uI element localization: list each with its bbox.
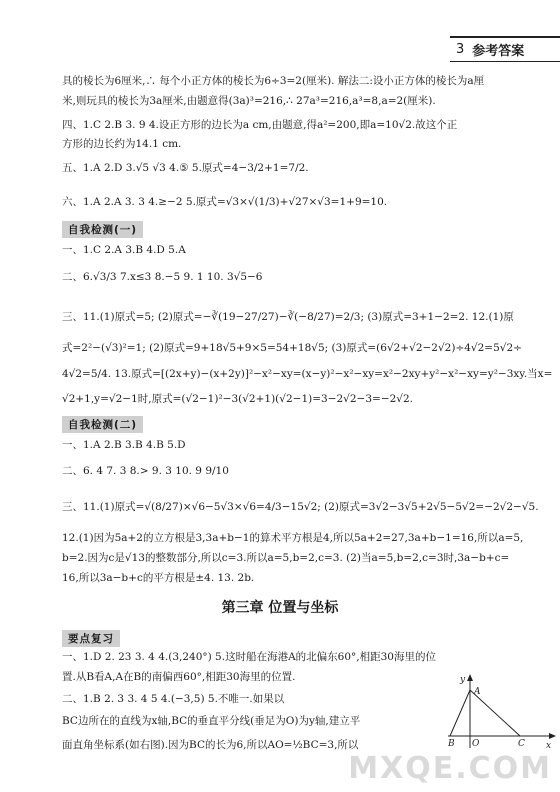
text-line: 六、1.A 2.A 3. 3 4.≥−2 5.原式=√3×√(1/3)+√27×√3=1+9=10. [62,196,388,208]
text-line: 二、6. 4 7. 3 8.> 9. 3 10. 9 9/10 [62,465,229,477]
header-title: 参考答案 [472,44,525,59]
point-o-label: O [472,739,480,749]
text-line: 置.从B看A,A在B的南偏西60°,相距30海里的位置. [62,671,296,683]
text-line: 面直角坐标系(如右图).因为BC的长为6,所以AO=½BC=3,所以 [62,739,359,751]
y-axis-arrow [467,674,473,681]
text-line: 二、1.B 2. 3 3. 4 5 4.(−3,5) 5.不唯一.如果以 [62,693,285,705]
coordinate-figure [448,672,556,752]
x-label: x [546,741,552,751]
text-line: 四、1.C 2.B 3. 9 4.设正方形的边长为a cm,由题意,得a²=200,即a=10√2.故这个正 [62,119,458,131]
text-line: 方形的边长约为14.1 cm. [62,138,182,150]
text-line: BC边所在的直线为x轴,BC的垂直平分线(垂足为O)为y轴,建立平 [62,715,361,727]
watermark: MXQE.COM [348,751,552,786]
point-c-label: C [518,739,525,749]
text-line: 三、11.(1)原式=5; (2)原式=−∛(19−27/27)−∛(−8/27)=2/3; (3)原式=3+1−2=2. 12.(1)原 [62,311,514,323]
text-line: 12.(1)因为5a+2的立方根是3,3a+b−1的算术平方根是4,所以5a+2=27,3a+b−1=16,所以a=5, [62,532,524,544]
point-b-label: B [448,739,455,749]
chapter-title: 第三章 位置与坐标 [221,600,339,616]
text-line: 一、1.D 2. 23 3. 4 4.(3,240°) 5.这时船在海港A的北偏东60°,相距30海里的位 [62,651,436,663]
text-line: √2+1,y=√2−1时,原式=(√2−1)²−3(√2+1)(√2−1)=3−2√2−3=−2√2. [62,393,414,405]
text-line: 4√2=5/4. 13.原式=[(2x+y)−(x+2y)]²−x²−xy=(x−y)²−x²−xy=x²−2xy+y²−x²−xy=y²−3xy.当x= [62,368,553,380]
text-line: 一、1.A 2.B 3.B 4.B 5.D [62,439,186,451]
point-a-label: A [474,687,481,697]
x-axis-arrow [549,733,556,739]
text-line: 一、1.C 2.A 3.B 4.D 5.A [62,244,186,256]
side-ab [450,690,470,736]
text-line: 16,所以3a−b+c的平方根是±4. 13. 2b. [62,572,255,584]
text-line: 五、1.A 2.D 3.√5 √3 4.⑤ 5.原式=4−3/2+1=7/2. [62,162,309,174]
text-line: 具的棱长为6厘米,∴ 每个小正方体的棱长为6÷3=2(厘米). 解法二:设小正方体的棱长为a厘 [62,75,485,87]
text-line: 三、11.(1)原式=√(8/27)×√6−5√3×√6=4/3−15√2; (2)原式=3√2−3√5+2√5−5√2=−2√2−√5. [62,501,539,513]
section-title-self-check-1: 自我检测(一) [62,221,143,238]
text-line: 米,则玩具的棱长为3a厘米,由题意得(3a)³=216,∴ 27a³=216,a³=8,a=2(厘米). [62,95,436,107]
text-line: 二、6.√3/3 7.x≤3 8.−5 9. 1 10. 3√5−6 [62,271,263,283]
y-label: y [460,675,466,685]
section-title-key-review: 要点复习 [62,630,120,647]
page-number: 3 [456,42,465,57]
page-header [450,36,560,62]
text-line: 式=2²−(√3)²=1; (2)原式=9+18√5+9×5=54+18√5; (3)原式=(6√2+√2−2√2)÷4√2=5√2÷ [62,342,522,354]
section-title-self-check-2: 自我检测(二) [62,416,143,433]
text-line: b=2.因为c是√13的整数部分,所以c=3.所以a=5,b=2,c=3. (2)当a=5,b=2,c=3时,3a−b+c= [62,552,510,564]
